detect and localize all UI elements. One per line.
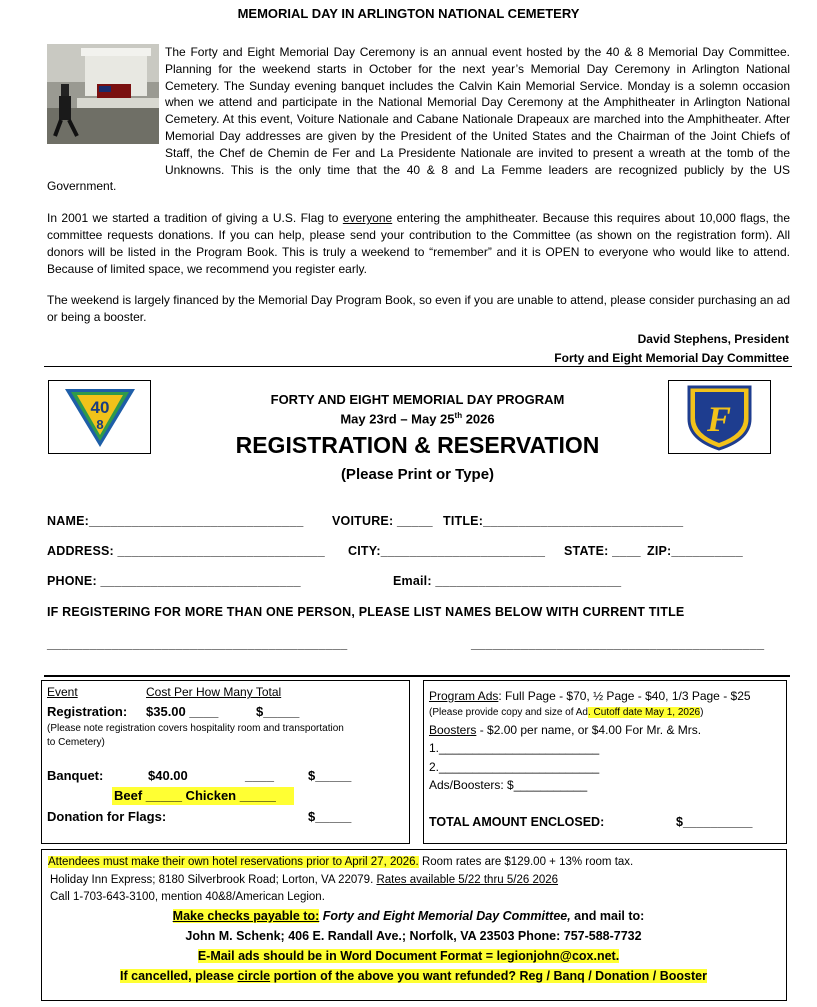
total-value[interactable]: $__________	[676, 815, 753, 829]
address-field[interactable]: ADDRESS: _____________________________	[47, 544, 325, 558]
call-info: Call 1-703-643-3100, mention 40&8/American Legion.	[50, 891, 325, 903]
banquet-qty[interactable]: ____	[245, 768, 274, 783]
registration-amount[interactable]: $35.00 ____	[146, 704, 219, 719]
intro-text	[47, 44, 790, 341]
svg-text:8: 8	[96, 417, 104, 432]
hotel-info: Attendees must make their own hotel reservations prior to April 27, 2026. Room rates are $129.00 + 13% room tax.	[48, 856, 634, 868]
meal-choice[interactable]: Beef _____ Chicken _____	[112, 787, 294, 805]
print-note: (Please Print or Type)	[340, 466, 495, 483]
city-field[interactable]: CITY:_______________________	[348, 544, 546, 558]
ads-note: (Please provide copy and size of Ad. Cutoff date May 1, 2026)	[429, 707, 704, 718]
svg-text:F: F	[706, 399, 732, 439]
banquet-total[interactable]: $_____	[308, 768, 352, 783]
col-cost: Cost Per How Many Total	[146, 685, 282, 699]
state-field[interactable]: STATE: ____	[564, 544, 641, 558]
registration-total[interactable]: $_____	[256, 704, 300, 719]
signature-org: Forty and Eight Memorial Day Committee	[554, 351, 789, 365]
checks-info: Make checks payable to: Forty and Eight Memorial Day Committee, and mail to:	[172, 909, 645, 923]
zip-field[interactable]: ZIP:__________	[647, 544, 743, 558]
banquet-label: Banquet:	[47, 768, 104, 783]
page-title: MEMORIAL DAY IN ARLINGTON NATIONAL CEMETERY	[237, 6, 580, 21]
boosters: Boosters - $2.00 per name, or $4.00 For Mr. & Mrs.	[429, 723, 702, 737]
program-ads: Program Ads: Full Page - $70, ½ Page - $40, 1/3 Page - $25	[429, 689, 751, 703]
mail-address: John M. Schenk; 406 E. Randall Ave.; Norfolk, VA 23503 Phone: 757-588-7732	[185, 929, 642, 943]
additional-name-line-1[interactable]: __________________________________________	[47, 637, 348, 651]
program-dates: May 23rd – May 25th 2026	[340, 411, 495, 427]
email-field[interactable]: Email: __________________________	[393, 574, 622, 588]
intro-paragraph-3: The weekend is largely financed by the Memorial Day Program Book, so even if you are unable to attend, please consider purchasing an ad or being a booster.	[47, 293, 790, 325]
more-persons-label: IF REGISTERING FOR MORE THAN ONE PERSON, PLEASE LIST NAMES BELOW WITH CURRENT TITLE	[47, 605, 685, 619]
refund-info: If cancelled, please circle portion of the above you want refunded? Reg / Banq / Donation / Booster	[120, 969, 707, 983]
registration-label: Registration:	[47, 704, 128, 719]
voiture-field[interactable]: VOITURE: _____	[332, 514, 433, 528]
intro-paragraph-2: In 2001 we started a tradition of giving a U.S. Flag to everyone entering the amphitheater. Because this requires about 10,000 flags, the committee requests donations. If you can help, please send your contribution to the Committee (as shown on the registration form). All donors will be listed in the Program Book. This is truly a weekend to “remember” and it is OPEN to everyone who would like to attend. Because of limited space, we recommend you register early.	[47, 211, 790, 276]
ads-boosters-total[interactable]: Ads/Boosters: $___________	[429, 778, 588, 792]
registration-note: (Please note registration covers hospitality room and transportation to Cemetery)	[47, 723, 344, 748]
signature-name: David Stephens, President	[637, 332, 789, 346]
col-event: Event	[47, 685, 78, 699]
hotel-address: Holiday Inn Express; 8180 Silverbrook Road; Lorton, VA 22079. Rates available 5/22 thru 5/26 2026	[50, 874, 559, 886]
booster-line-1[interactable]: 1.________________________	[429, 741, 600, 755]
name-field[interactable]: NAME:______________________________	[47, 514, 304, 528]
svg-text:40: 40	[90, 398, 110, 417]
divider	[44, 366, 792, 367]
email-info: E-Mail ads should be in Word Document Format = legionjohn@cox.net.	[197, 949, 620, 963]
program-heading: FORTY AND EIGHT MEMORIAL DAY PROGRAM	[270, 392, 565, 407]
intro-paragraph-1: The Forty and Eight Memorial Day Ceremony is an annual event hosted by the 40 & 8 Memorial Day Committee. Planning for the weekend starts in October for the next year’s Memorial Day Ceremony in Arlington National Cemetery. The Sunday evening banquet includes the Calvin Kain Memorial Service. Monday is a solemn occasion when we attend and participate in the National Memorial Day Ceremony at the Amphitheater in Arlington National Cemetery. At this event, Voiture Nationale and Cabane Nationale Drapeaux are marched into the Amphitheater. After Memorial Day addresses are given by the President of the United States and the Chairman of the Joint Chiefs of Staff, the Chef de Chemin de Fer and La Presidente Nationale are invited to present a wreath at the tomb of the Unknowns. This is the only time that the 40 & 8 and La Femme leaders are recognized publicly by the US Government.	[47, 45, 790, 194]
registration-title: REGISTRATION & RESERVATION	[235, 432, 600, 458]
total-label: TOTAL AMOUNT ENCLOSED:	[429, 815, 605, 829]
form-divider	[44, 675, 790, 677]
phone-field[interactable]: PHONE: ____________________________	[47, 574, 301, 588]
title-field[interactable]: TITLE:____________________________	[443, 514, 684, 528]
donation-total[interactable]: $_____	[308, 809, 352, 824]
donation-label: Donation for Flags:	[47, 809, 167, 824]
booster-line-2[interactable]: 2.________________________	[429, 760, 600, 774]
tomb-photo	[47, 44, 165, 162]
signature	[554, 330, 789, 368]
banquet-amount: $40.00	[148, 768, 188, 783]
additional-name-line-2[interactable]: _________________________________________	[471, 637, 765, 651]
